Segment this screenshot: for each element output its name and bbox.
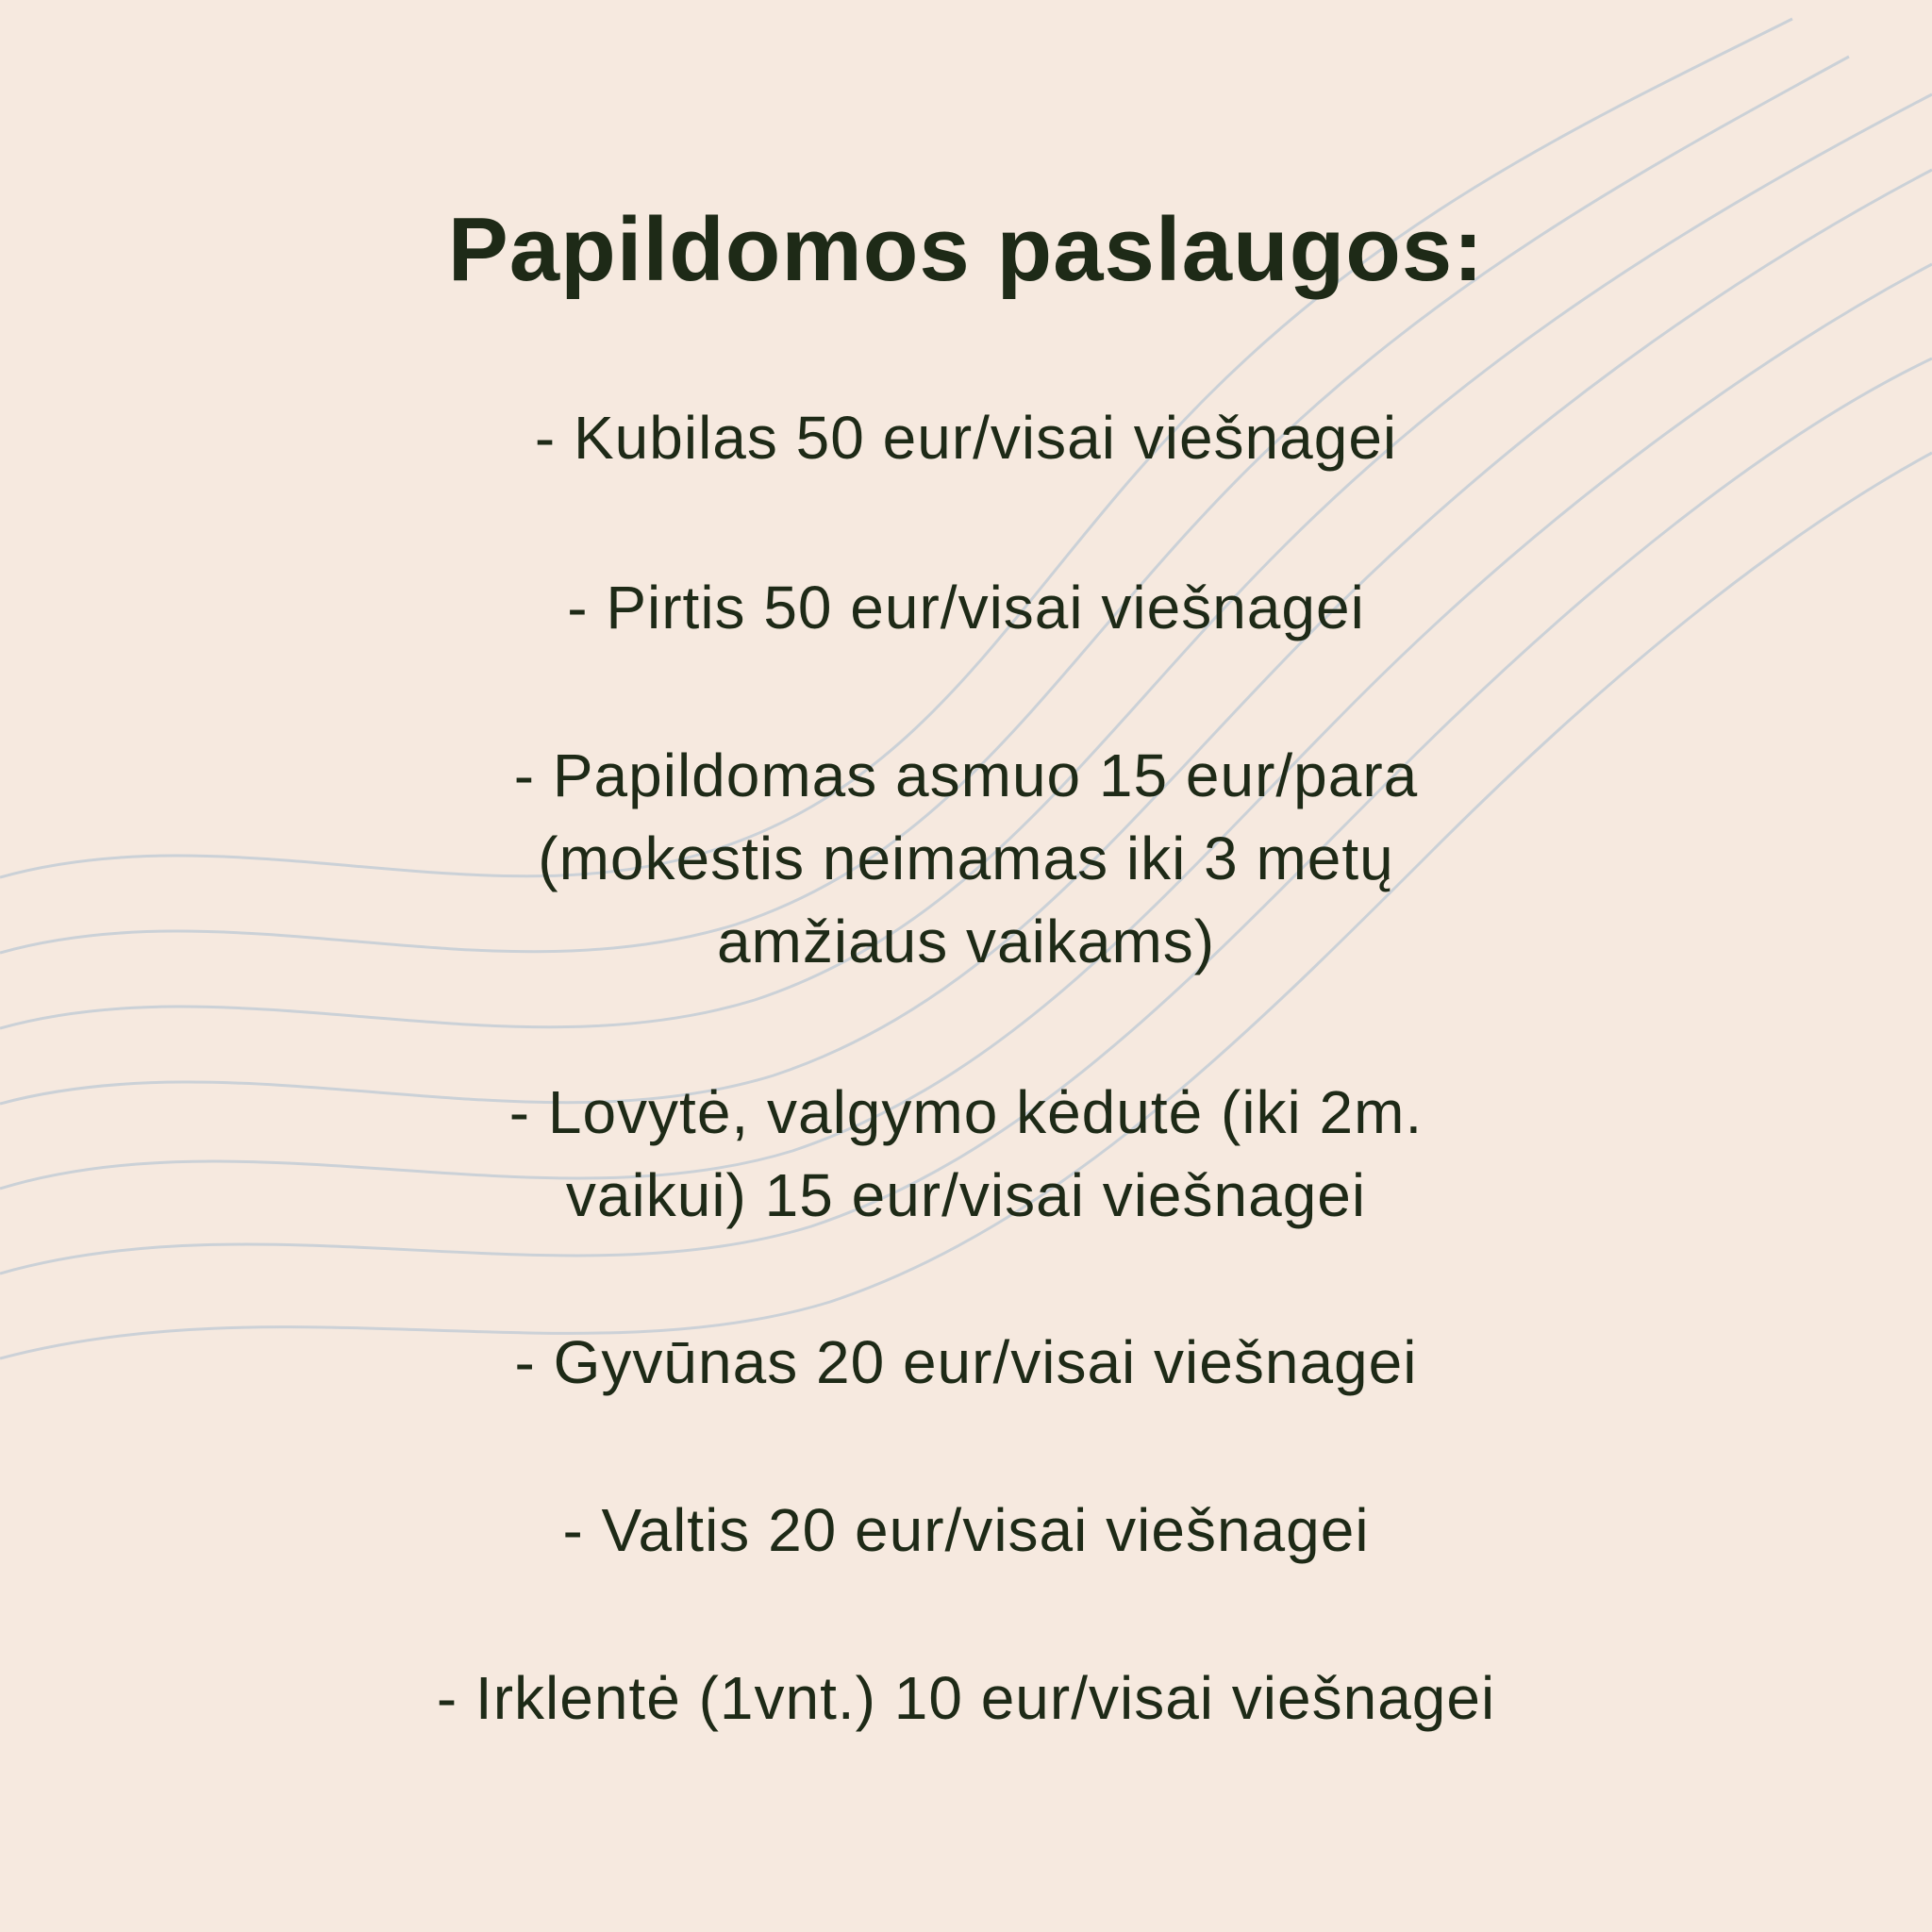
list-item-papildomas-asmuo (0, 734, 1932, 983)
page-title: Papildomos paslaugos: (447, 199, 1485, 300)
list-item-line: (mokestis neimamas iki 3 metų (538, 824, 1394, 892)
list-item-line: - Irklentė (1vnt.) 10 eur/visai viešnagei (436, 1664, 1496, 1732)
list-item-kubilas (0, 396, 1932, 479)
list-item-line: - Kubilas 50 eur/visai viešnagei (534, 404, 1398, 472)
list-item-line: - Papildomas asmuo 15 eur/para (513, 741, 1419, 809)
list-item-line: vaikui) 15 eur/visai viešnagei (565, 1161, 1367, 1229)
list-item-lovyte (0, 1071, 1932, 1237)
list-item-line: amžiaus vaikams) (716, 908, 1216, 975)
list-item-line: - Lovytė, valgymo kėdutė (iki 2m. (508, 1078, 1424, 1146)
list-item-line: - Gyvūnas 20 eur/visai viešnagei (514, 1328, 1418, 1396)
list-item-valtis (0, 1489, 1932, 1572)
list-item-line: - Valtis 20 eur/visai viešnagei (562, 1496, 1370, 1564)
list-item-pirtis (0, 566, 1932, 649)
list-item-gyvunas (0, 1321, 1932, 1404)
list-item-line: - Pirtis 50 eur/visai viešnagei (567, 574, 1365, 641)
list-item-irklente (0, 1657, 1932, 1740)
